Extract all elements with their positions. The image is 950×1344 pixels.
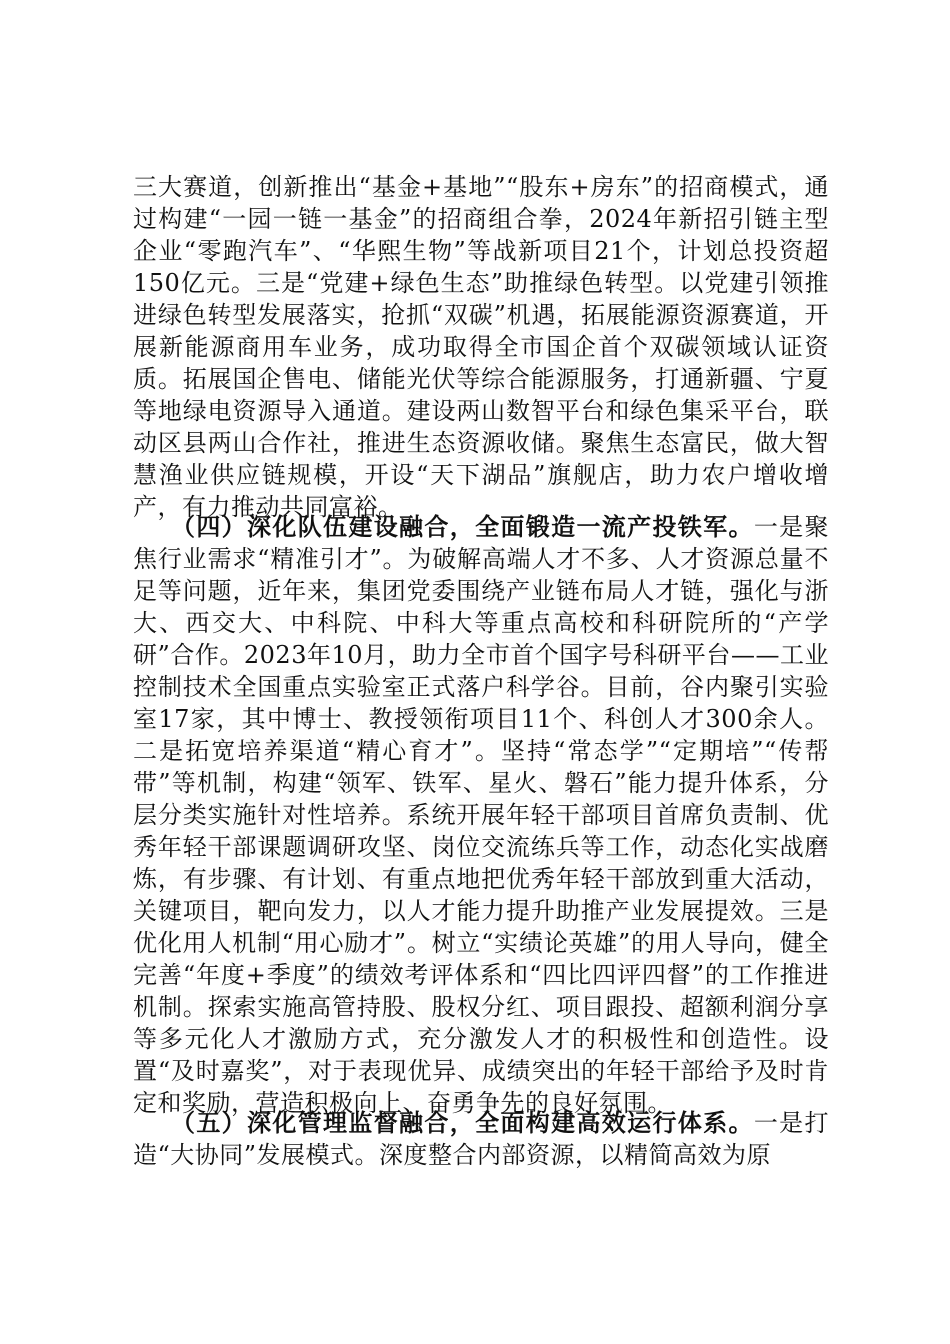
paragraph-talent-team [133, 511, 829, 1119]
section-heading-four: （四）深化队伍建设融合，全面锻造一流产投铁军。 [171, 512, 754, 541]
paragraph-body: 一是聚焦行业需求“精准引才”。为破解高端人才不多、人才资源总量不足等问题，近年来，集团党委围绕产业链布局人才链，强化与浙大、西交大、中科院、中科大等重点高校和科研院所的“产学研”合作。2023年10月，助力全市首个国字号科研平台——工业控制技术全国重点实验室正式落户科学谷。目前，谷内聚引实验室17家，其中博士、教授领衔项目11个、科创人才300余人。二是拓宽培养渠道“精心育才”。坚持“常态学”“定期培”“传帮带”等机制，构建“领军、铁军、星火、磐石”能力提升体系，分层分类实施针对性培养。系统开展年轻干部项目首席负责制、优秀年轻干部课题调研攻坚、岗位交流练兵等工作，动态化实战磨炼，有步骤、有计划、有重点地把优秀年轻干部放到重大活动，关键项目，靶向发力，以人才能力提升助推产业发展提效。三是优化用人机制“用心励才”。树立“实绩论英雄”的用人导向，健全完善“年度+季度”的绩效考评体系和“四比四评四督”的工作推进机制。探索实施高管持股、股权分红、项目跟投、超额利润分享等多元化人才激励方式，充分激发人才的积极性和创造性。设置“及时嘉奖”，对于表现优异、成绩突出的年轻干部给予及时肯定和奖励，营造积极向上、奋勇争先的良好氛围。 [133, 513, 830, 1117]
paragraph-green-transformation [133, 171, 829, 523]
paragraph-body: 三大赛道，创新推出“基金+基地”“股东+房东”的招商模式，通过构建“一园一链一基金”的招商组合拳，2024年新招引链主型企业“零跑汽车”、“华熙生物”等战新项目21个，计划总投资超150亿元。三是“党建+绿色生态”助推绿色转型。以党建引领推进绿色转型发展落实，抢抓“双碳”机遇，拓展能源资源赛道，开展新能源商用车业务，成功取得全市国企首个双碳领域认证资质。拓展国企售电、储能光伏等综合能源服务，打通新疆、宁夏等地绿电资源导入通道。建设两山数智平台和绿色集采平台，联动区县两山合作社，推进生态资源收储。聚焦生态富民，做大智慧渔业供应链规模，开设“天下湖品”旗舰店，助力农户增收增产，有力推动共同富裕。 [133, 173, 829, 521]
section-heading-five: （五）深化管理监督融合，全面构建高效运行体系。 [171, 1108, 754, 1137]
paragraph-management-supervision [133, 1107, 829, 1171]
paragraph-body: 一是打造“大协同”发展模式。深度整合内部资源，以精简高效为原 [133, 1109, 830, 1169]
